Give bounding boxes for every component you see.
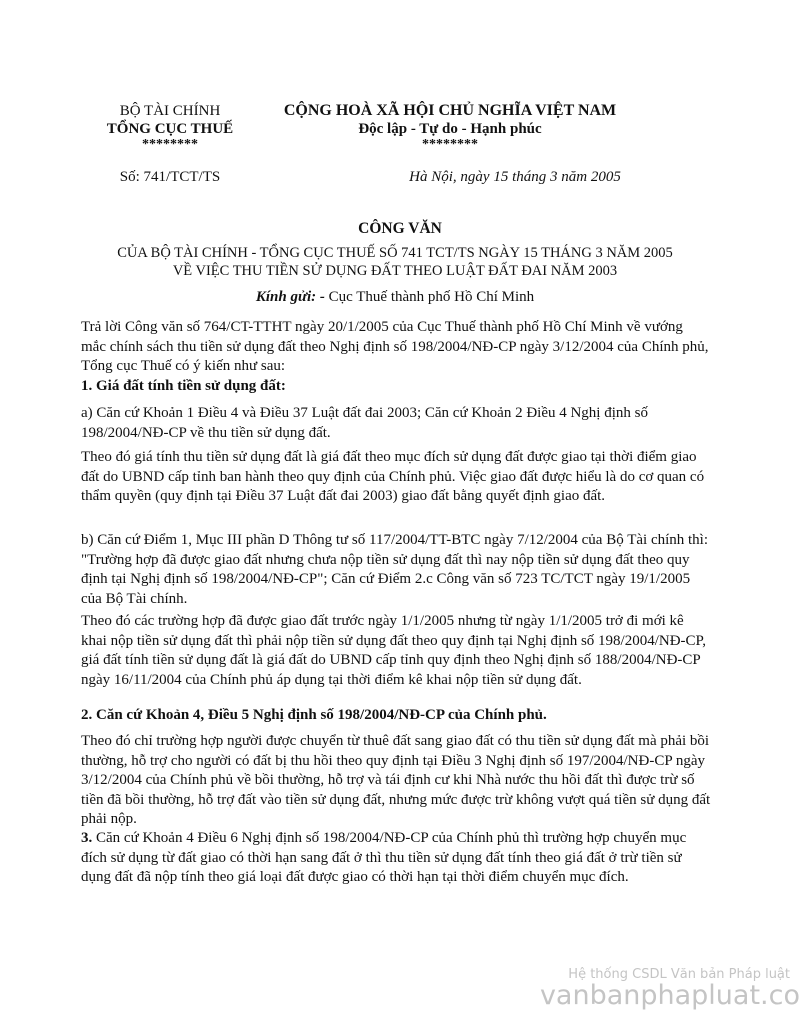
section-3-text: Căn cứ Khoản 4 Điều 6 Nghị định số 198/2004/NĐ-CP của Chính phủ thì trường hợp chuyển mục đích sử dụng từ đất giao có thời hạn sang đất ở thì thu tiền sử dụng đất tính theo giá đất ở trừ tiền sử dụng đất đã nộp tính theo giá loại đất được giao có thời hạn tại thời điểm chuyển mục đích. [81,830,687,885]
section-1b-paragraph: b) Căn cứ Điểm 1, Mục III phần D Thông tư số 117/2004/TT-BTC ngày 7/12/2004 của Bộ Tài chính thì: "Trường hợp đã được giao đất nhưng chưa nộp tiền sử dụng đất thì nay nộp tiền sử dụng đất theo quy định tại Nghị định số 198/2004/NĐ-CP"; Căn cứ Điểm 2.c Công văn số 723 TC/TCT ngày 19/1/2005 của Bộ Tài chính. [81,532,709,607]
intro-paragraph: Trả lời Công văn số 764/CT-TTHT ngày 20/1/2005 của Cục Thuế thành phố Hồ Chí Minh về vướng mắc chính sách thu tiền sử dụng đất theo Nghị định số 198/2004/NĐ-CP ngày 3/12/2004 của Chính phủ, Tổng cục Thuế có ý kiến như sau: [81,319,709,374]
section-1a-detail-paragraph: Theo đó giá tính thu tiền sử dụng đất là giá đất theo mục đích sử dụng đất được giao tại thời điểm giao đất do UBND cấp tỉnh ban hành theo quy định của Chính phủ. Việc giao đất được hiểu là do cơ quan có thẩm quyền (quy định tại Điều 37 Luật đất đai 2003) giao đất bằng quyết định giao đất. [81,449,705,504]
ministry-name: BỘ TÀI CHÍNH [119,103,221,119]
section-3-number: 3. [81,830,93,846]
section-3-paragraph [81,829,711,888]
section-1b-detail-paragraph: Theo đó các trường hợp đã được giao đất trước ngày 1/1/2005 nhưng từ ngày 1/1/2005 trở đi mới kê khai nộp tiền sử dụng đất thì phải nộp tiền sử dụng đất theo quy định tại Nghị định số 198/2004/NĐ-CP, giá đất tính tiền sử dụng đất là giá đất do UBND cấp tỉnh quy định theo Nghị định số 188/2004/NĐ-CP ngày 16/11/2004 của Chính phủ áp dụng tại thời điểm kê khai nộp tiền sử dụng đất. [81,613,706,688]
document-number: Số: 741/TCT/TS [119,169,221,185]
document-subtitle-line1: CỦA BỘ TÀI CHÍNH - TỔNG CỤC THUẾ SỐ 741 TCT/TS NGÀY 15 THÁNG 3 NĂM 2005 [117,245,673,261]
department-name: TỔNG CỤC THUẾ [106,121,234,137]
national-motto: Độc lập - Tự do - Hạnh phúc [358,121,542,137]
section-1-heading: 1. Giá đất tính tiền sử dụng đất: [81,378,286,394]
section-1a-paragraph: a) Căn cứ Khoản 1 Điều 4 và Điều 37 Luật đất đai 2003; Căn cứ Khoản 2 Điều 4 Nghị định số 198/2004/NĐ-CP về thu tiền sử dụng đất. [81,405,648,441]
section-2-detail-paragraph: Theo đó chỉ trường hợp người được chuyển từ thuê đất sang giao đất có thu tiền sử dụng đất mà phải bồi thường, hỗ trợ cho người có đất bị thu hồi theo quy định tại Điều 3 Nghị định số 197/2004/NĐ-CP ngày 3/12/2004 của Chính phủ về bồi thường, hỗ trợ và tái định cư khi Nhà nước thu hồi đất thì được trừ số tiền đã bồi thường, hỗ trợ đất vào tiền sử dụng đất, nhưng mức được trừ không vượt quá tiền sử dụng đất phải nộp. [81,733,711,827]
watermark-caption: Hệ thống CSDL Văn bản Pháp luật [568,967,790,982]
header-right [265,102,635,152]
header-right-stars: ******** [422,137,478,152]
country-name: CỘNG HOÀ XÃ HỘI CHỦ NGHĨA VIỆT NAM [283,102,617,119]
document-date: Hà Nội, ngày 15 tháng 3 năm 2005 [409,169,621,185]
document-subtitle-line2: VỀ VIỆC THU TIỀN SỬ DỤNG ĐẤT THEO LUẬT ĐẤT ĐAI NĂM 2003 [172,263,618,279]
header-left-stars: ******** [142,137,198,152]
recipient-value: Cục Thuế thành phố Hồ Chí Minh [324,289,535,305]
header-left [80,102,260,152]
section-2-heading: 2. Căn cứ Khoản 4, Điều 5 Nghị định số 198/2004/NĐ-CP của Chính phủ. [81,707,547,723]
recipient [0,289,790,306]
watermark-site: vanbanphapluat.co [539,980,800,1011]
recipient-label: Kính gửi: - [255,289,325,305]
document-title: CÔNG VĂN [358,220,442,237]
